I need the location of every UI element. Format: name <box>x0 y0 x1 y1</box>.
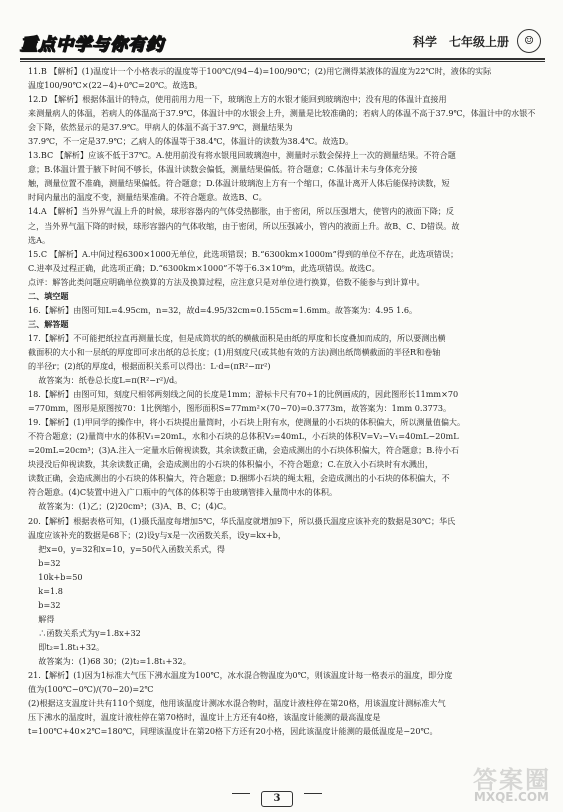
answer-line: 故答案为：纸卷总长度L=π(R²−r²)/d。 <box>28 375 183 386</box>
answer-line: 17.【解析】不可能把纸拉直再测量长度，但是成筒状的纸的横截面积是由纸的厚度和长度叠加而成的，所以要测出横 <box>28 332 446 343</box>
answer-line: 之，当外界气温下降的时候，球形容器内的气体收缩，由于密闭，所以压强减小，管内的液面上升。故B、C、D错误。故 <box>28 220 460 231</box>
answer-line: 符合题意。(4)C装置中进入广口瓶中的气体的体积等于由玻璃管排入量筒中水的体积。 <box>28 487 338 498</box>
answer-line: 15.C 【解析】A.中间过程6300×1000无单位，此选项错误；B.“6300km×1000m”得到的单位不存在，此选项错误； <box>28 248 459 259</box>
answer-line: t=100℃+40×2℃=180℃，同理该温度计在第20格下方还有20小格，因此该温度计能测的最低温度是−20℃。 <box>28 726 438 737</box>
answer-line: ∴函数关系式为y=1.8x+32 <box>28 627 141 638</box>
answer-content <box>28 64 538 738</box>
answer-line: 故答案为：(1)68 30；(2)t₂=1.8t₁+32。 <box>28 655 191 666</box>
answer-line: 故答案为：(1)乙；(2)20cm³；(3)A、B、C；(4)C。 <box>28 501 232 512</box>
answer-line: 触，测量位置不准确，测量结果偏低。符合题意；D.体温计玻璃泡上方有一个缩口，体温计离开人体后能保持读数，短 <box>28 178 450 189</box>
answer-line: =770mm，图形是原图按70：1比例缩小，图形面积S=77mm²×(70−70)=0.3773m，故答案为：1mm 0.3773。 <box>28 403 452 414</box>
answer-line: 点评：解答此类问题应明确单位换算的方法及换算过程，应注意只是对单位进行换算，倍数不能参与到计算中。 <box>28 276 425 287</box>
answer-line: 18.【解析】由图可知，刻度尺相邻两刻线之间的长度是1mm；游标卡尺有70÷1的比例画成的，因此图形长11mm×70 <box>28 389 459 400</box>
answer-line: 不符合题意；(2)量筒中水的体积V₁=20mL，水和小石块的总体积V₂=40mL，小石块的体积V=V₂−V₁=40mL−20mL <box>28 431 459 442</box>
answer-line: 的半径r；(2)纸的厚度d，根据面积关系可以得出：L·d=(πR²−πr²) <box>28 360 271 371</box>
header-rule-thin <box>20 61 545 62</box>
answer-line: 时间内量出的温度不变，测量结果准确。不符合题意。故选B、C。 <box>28 192 267 203</box>
answer-line: 16.【解析】由图可知L=4.95cm，n=32，故d=4.95/32cm≈0.155cm≈1.6mm。故答案为：4.95 1.6。 <box>28 304 418 315</box>
answer-line: 块浸没后仰视读数，其余读数正确，会造成测出的小石块的体积偏小，不符合题意；C.在放入小石块时有水溅出， <box>28 459 434 470</box>
answer-line: 截面积的大小和一层纸的厚度即可求出纸的总长度；(1)用刻度尺(或其他有效的方法)测出纸筒横截面的半径R和卷轴 <box>28 346 441 357</box>
subject-name: 科学 <box>412 35 437 49</box>
answer-line: C.进率及过程正确，此选项正确；D.“6300km×1000”不等于6.3×10⁶m，此选项错误。故选C。 <box>28 262 380 273</box>
answer-line: 解得 <box>28 613 55 624</box>
answer-line: 21.【解析】(1)因为1标准大气压下沸水温度为100℃，冰水混合物温度为0℃，则该温度计每一格表示的温度，即分度 <box>28 670 453 681</box>
answer-line: =20mL=20cm³；(3)A.注入一定量水后俯视读数，其余读数正确，会造成测出的小石块体积偏大，符合题意；B.待小石 <box>28 445 460 456</box>
answer-line: 37.9℃，不一定是37.9℃；乙病人的体温等于38.4℃，体温计的读数为38.4℃。故选D。 <box>28 136 354 147</box>
seal-icon: ☺ <box>517 29 541 53</box>
answer-line: 14.A 【解析】当外界气温上升的时候，球形容器内的气体受热膨胀，由于密闭，所以压强增大，使管内的液面下降；反 <box>28 206 454 217</box>
watermark: 答案圈 <box>473 766 551 794</box>
answer-line: 10k+b=50 <box>28 571 83 582</box>
answer-line: 压下沸水的温度时，温度计液柱停在第70格时，温度计上方还有40格，该温度计能测的最高温度是 <box>28 712 381 723</box>
answer-line: 即t₂=1.8t₁+32。 <box>28 641 105 652</box>
answer-line: 12.D 【解析】根据体温计的特点，使用前用力甩一下，玻璃泡上方的水银才能回到玻璃泡中；没有甩的体温计直接用 <box>28 94 447 105</box>
answer-line: (2)根据这支温度计共有110个刻度，他用该温度计测冰水混合物时，温度计液柱停在第20格，用该温度计测标准大气 <box>28 698 446 709</box>
brand-logo: 重点中学与你有约 <box>20 35 164 55</box>
answer-line: 来测量病人的体温，若病人的体温高于37.9℃，体温计中的水银会上升，测量是比较准确的；若病人的体温不高于37.9℃，体温计中的水银不会下降，依然显示的是37.9℃。甲病人的体温不高于37.9℃，测量结果为 <box>28 108 536 133</box>
section-heading: 二、填空题 <box>28 290 69 301</box>
answer-line: 选A。 <box>28 234 51 245</box>
answer-line: b=32 <box>28 599 61 610</box>
answer-line: 温度应该补充的数据是68下；(2)设y与x是一次函数关系，设y=kx+b， <box>28 529 286 540</box>
watermark-url: MXQE.COM <box>473 790 549 804</box>
answer-line: 值为(100℃−0℃)/(70−20)=2℃ <box>28 684 154 695</box>
grade-label: 七年级上册 <box>448 35 509 49</box>
subject-label <box>413 33 509 50</box>
header-rule <box>20 58 545 60</box>
answer-line: 温度100/90℃×(22−4)+0℃=20℃。故选B。 <box>28 80 203 91</box>
answer-line: 意；B.体温计置于腋下时间不够长，体温计读数会偏低，测量结果偏低。符合题意；C.体温计未与身体充分接 <box>28 164 418 175</box>
section-heading: 三、解答题 <box>28 318 69 329</box>
page-header <box>20 28 545 54</box>
answer-line: k=1.8 <box>28 585 63 596</box>
page-footer <box>232 786 322 802</box>
answer-line: 把x=0，y=32和x=10，y=50代入函数关系式，得 <box>28 543 225 554</box>
answer-line: 19.【解析】(1)甲同学的操作中，将小石块提出量筒时，小石块上附有水，使测量的小石块的体积偏大，所以测量值偏大。 <box>28 417 466 428</box>
answer-line: 读数正确，会造成测出的小石块的体积偏大，符合题意；D.捆绑小石块的绳太粗，会造成测出的小石块的体积偏大，不 <box>28 473 450 484</box>
answer-line: 13.BC 【解析】应该不低于37℃。A.使用前没有将水银甩回玻璃泡中，测量时示数会保持上一次的测量结果。不符合题 <box>28 150 456 161</box>
answer-line: 20.【解析】根据表格可知，(1)摄氏温度每增加5℃，华氏温度就增加9下，所以摄氏温度应该补充的数据是30℃；华氏 <box>28 515 456 526</box>
answer-line: 11.B 【解析】(1)温度计一个小格表示的温度等于100℃/(94−4)=100/90℃；(2)用它测得某液体的温度为22℃时，液体的实际 <box>28 66 492 76</box>
page-number: 3 <box>261 791 294 807</box>
answer-line: b=32 <box>28 557 61 568</box>
